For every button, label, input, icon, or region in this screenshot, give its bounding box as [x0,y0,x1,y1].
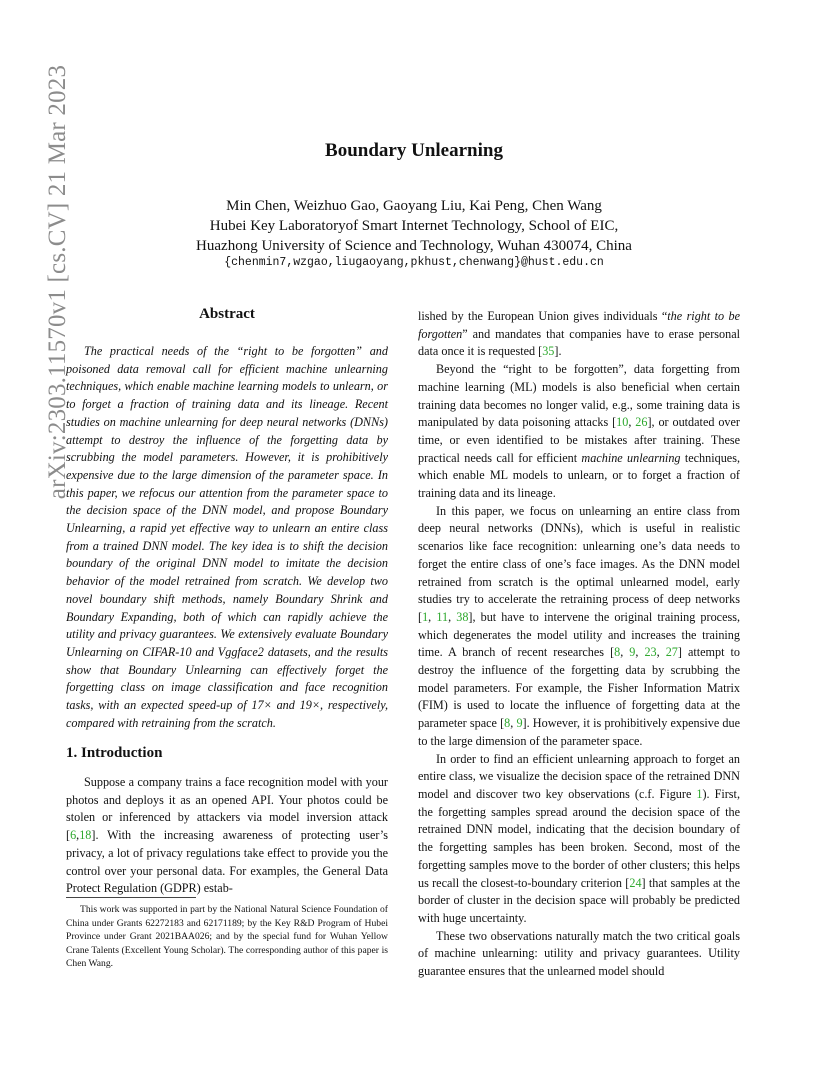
citation-link[interactable]: 9 [629,645,636,660]
figure-reference-link[interactable]: 1 [696,786,703,801]
arxiv-sidebar [18,64,71,758]
citation-link[interactable]: 11 [436,609,449,624]
footnote-text: This work was supported in part by the National Natural Science Foundation of China under Grants 62272183 and 62171189; by the Key R&D Program of Hubei Province under Grant 2021BAA026; and by the special fund for Wuhan Yellow Crane Talents (Excellent Young Scholar). The corresponding author of this paper is Chen Wang. [66,904,388,969]
abstract-paragraph: The practical needs of the “right to be forgotten” and poisoned data removal call for efficient machine unlearning techniques, which enable machine learning models to unlearn, or to forget a fraction of training data and its lineage. Recent studies on machine unlearning for deep neural networks (DNNs) attempt to destroy the influence of the forgetting data by scrubbing the model parameters. However, it is prohibitively expensive due to the large dimension of the parameter space. In this paper, we refocus our attention from the parameter space to the decision space of the DNN model, and propose Boundary Unlearning, a rapid yet effective way to unlearn an entire class from a trained DNN model. The key idea is to shift the decision boundary of the original DNN model to imitate the decision behavior of the model retrained from scratch. We develop two novel boundary shift methods, namely Boundary Shrink and Boundary Expanding, both of which can rapidly achieve the utility and privacy guarantees. We extensively evaluate Boundary Unlearning on CIFAR-10 and Vggface2 datasets, and the results show that Boundary Unlearning can effectively forget the forgetting class on image classification and face recognition tasks, with an expected speed-up of 17× and 19×, respectively, compared with retraining from the scratch. [66,344,388,730]
abstract-body [66,343,388,732]
footnote-divider [66,897,196,898]
author-block [100,196,728,256]
footnote [66,903,388,971]
right-paragraph-4: These two observations naturally match the two critical goals of machine unlearning: utility and privacy guarantees. Utility guarantee ensures that the unlearned model should [418,928,740,979]
citation-link[interactable]: 35 [542,344,555,359]
citation-link[interactable]: 1 [422,609,429,624]
citation-link[interactable]: 10 [616,415,629,430]
citation-link[interactable]: 8 [614,645,621,660]
right-paragraph-3: In order to find an efficient unlearning approach to forget an entire class, we visualize the decision space of the retrained DNN model and discover two key observations (c.f. Figure 1). First, the forgetting samples spread around the decision space of the retrained DNN model, indicating that the decision boundary of the forgetting samples has been broken. Second, most of the forgetting samples move to the border of other clusters; this helps us recall the closest-to-boundary criterion [24] that samples at the border of cluster in the decision space will probably be predicted with huge uncertainty. [418,751,740,925]
author-list: Min Chen, Weizhuo Gao, Gaoyang Liu, Kai Peng, Chen Wang [226,198,602,214]
citation-link[interactable]: 24 [629,875,642,890]
affiliation-line-1: Hubei Key Laboratoryof Smart Internet Technology, School of EIC, [209,218,619,234]
right-paragraph-0: lished by the European Union gives individuals “the right to be forgotten” and mandates that companies have to erase personal data once it is requested [35]. [418,309,741,359]
citation-link[interactable]: 38 [456,609,469,624]
citation-link[interactable]: 9 [516,716,523,731]
right-paragraph-2: In this paper, we focus on unlearning an entire class from deep neural networks (DNNs), which is useful in realistic scenarios like face recognition: unlearning one’s data needs to forget the entire class of one’s face images. As the DNN model retrained from scratch is the optimal unlearned model, early studies try to accelerate the retraining process of deep networks [1, 11, 38], but have to intervene the original training process, which degenerates the model utility and increases the training time. A branch of recent researches [8, 9, 23, 27] attempt to destroy the influence of the forgetting data by scrubbing the model parameters. For example, the Fisher Information Matrix (FIM) is used to locate the influence of forgetting data at the parameter space [8, 9]. However, it is prohibitively expensive due to the large dimension of the parameter space. [418,503,741,748]
citation-link[interactable]: 26 [635,415,648,430]
affiliation-line-2: Huazhong University of Science and Technology, Wuhan 430074, China [196,238,632,254]
arxiv-identifier: arXiv:2303.11570v1 [cs.CV] 21 Mar 2023 [44,64,71,500]
abstract-heading: Abstract [199,306,255,322]
section-heading-introduction: 1. Introduction [66,745,163,761]
citation-link[interactable]: 8 [504,716,511,731]
right-column [418,308,740,981]
right-paragraph-1: Beyond the “right to be forgotten”, data forgetting from machine learning (ML) models is also beneficial when certain training data becomes no longer valid, e.g., some training data is manipulated by data poisoning attacks [10, 26], or outdated over time, or even identified to be mistakes after training. These practical needs call for efficient machine unlearning techniques, which enable ML models to unlearn, or to forget a fraction of training data and its lineage. [418,362,740,501]
citation-link[interactable]: 23 [644,645,657,660]
author-emails: {chenmin7,wzgao,liugaoyang,pkhust,chenwang}@hust.edu.cn [224,256,604,269]
citation-link[interactable]: 18 [79,828,92,843]
citation-link[interactable]: 27 [665,645,678,660]
citation-link[interactable]: 6 [70,828,77,843]
paper-title: Boundary Unlearning [325,140,503,161]
intro-paragraph-1: Suppose a company trains a face recognition model with your photos and deploys it as an opened API. Your photos could be stolen or inferenced by attackers via model inversion attack [6,18]. With the increasing awareness of protecting user’s privacy, a lot of privacy regulations take effect to provide you the control over your personal data. For examples, the General Data Protect Regulation (GDPR) estab- [66,775,388,896]
introduction-body [66,774,388,898]
